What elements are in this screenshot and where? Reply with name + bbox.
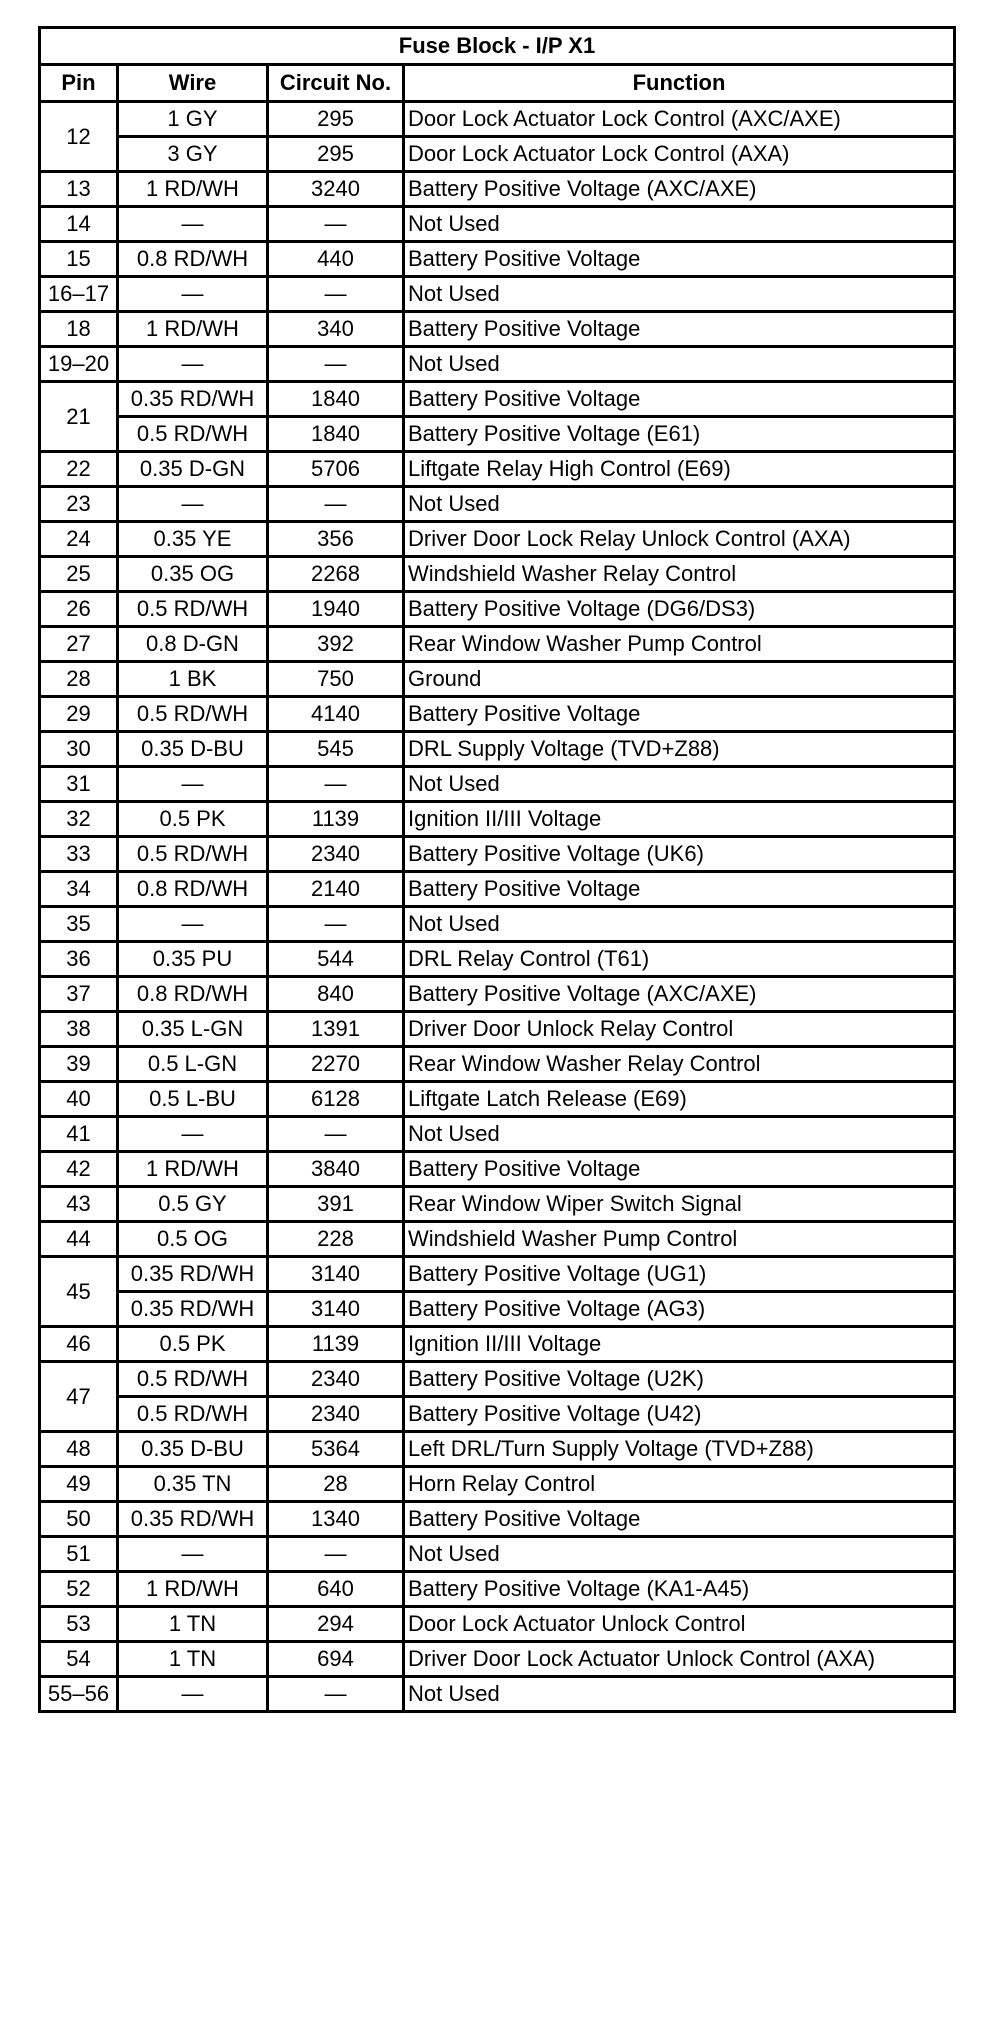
- function-cell: Driver Door Lock Actuator Unlock Control (AXA): [404, 1642, 955, 1677]
- function-cell: Battery Positive Voltage (UG1): [404, 1257, 955, 1292]
- table-row: [40, 1642, 955, 1677]
- function-cell: Not Used: [404, 1117, 955, 1152]
- circuit-cell: 640: [268, 1572, 404, 1607]
- wire-cell: 0.35 D-BU: [118, 1432, 268, 1467]
- wire-cell: 0.5 RD/WH: [118, 837, 268, 872]
- table-row: [40, 1012, 955, 1047]
- wire-cell: 1 RD/WH: [118, 312, 268, 347]
- wire-cell: 0.5 PK: [118, 802, 268, 837]
- pin-cell: 48: [40, 1432, 118, 1467]
- wire-cell: 0.35 YE: [118, 522, 268, 557]
- table-row: [40, 1432, 955, 1467]
- pin-cell: 28: [40, 662, 118, 697]
- pin-cell: 21: [40, 382, 118, 452]
- circuit-cell: 5706: [268, 452, 404, 487]
- function-cell: Ignition II/III Voltage: [404, 1327, 955, 1362]
- wire-cell: 0.5 RD/WH: [118, 697, 268, 732]
- wire-cell: 0.5 PK: [118, 1327, 268, 1362]
- header-pin: Pin: [40, 65, 118, 102]
- pin-cell: 55–56: [40, 1677, 118, 1712]
- pin-cell: 54: [40, 1642, 118, 1677]
- pin-cell: 19–20: [40, 347, 118, 382]
- circuit-cell: 294: [268, 1607, 404, 1642]
- function-cell: Not Used: [404, 207, 955, 242]
- circuit-cell: 1391: [268, 1012, 404, 1047]
- function-cell: Windshield Washer Pump Control: [404, 1222, 955, 1257]
- header-wire: Wire: [118, 65, 268, 102]
- circuit-cell: 440: [268, 242, 404, 277]
- function-cell: Not Used: [404, 277, 955, 312]
- function-cell: Ground: [404, 662, 955, 697]
- circuit-cell: 1940: [268, 592, 404, 627]
- circuit-cell: 694: [268, 1642, 404, 1677]
- wire-cell: —: [118, 1677, 268, 1712]
- function-cell: Battery Positive Voltage: [404, 1502, 955, 1537]
- table-row: [40, 942, 955, 977]
- function-cell: Not Used: [404, 907, 955, 942]
- function-cell: Door Lock Actuator Lock Control (AXC/AXE): [404, 102, 955, 137]
- function-cell: Battery Positive Voltage (U2K): [404, 1362, 955, 1397]
- circuit-cell: 2270: [268, 1047, 404, 1082]
- table-row: [40, 592, 955, 627]
- wire-cell: 0.35 RD/WH: [118, 382, 268, 417]
- function-cell: DRL Supply Voltage (TVD+Z88): [404, 732, 955, 767]
- circuit-cell: —: [268, 347, 404, 382]
- wire-cell: 0.35 OG: [118, 557, 268, 592]
- pin-cell: 37: [40, 977, 118, 1012]
- function-cell: Battery Positive Voltage: [404, 697, 955, 732]
- function-cell: Door Lock Actuator Lock Control (AXA): [404, 137, 955, 172]
- pin-cell: 18: [40, 312, 118, 347]
- function-cell: Battery Positive Voltage (UK6): [404, 837, 955, 872]
- header-circuit: Circuit No.: [268, 65, 404, 102]
- function-cell: Battery Positive Voltage: [404, 312, 955, 347]
- wire-cell: —: [118, 277, 268, 312]
- wire-cell: 0.35 TN: [118, 1467, 268, 1502]
- function-cell: Rear Window Washer Relay Control: [404, 1047, 955, 1082]
- wire-cell: 1 TN: [118, 1642, 268, 1677]
- wire-cell: —: [118, 347, 268, 382]
- table-row: [40, 1117, 955, 1152]
- table-row: [40, 347, 955, 382]
- function-cell: Rear Window Washer Pump Control: [404, 627, 955, 662]
- pin-cell: 41: [40, 1117, 118, 1152]
- function-cell: Battery Positive Voltage (AXC/AXE): [404, 172, 955, 207]
- function-cell: DRL Relay Control (T61): [404, 942, 955, 977]
- wire-cell: 1 RD/WH: [118, 172, 268, 207]
- circuit-cell: 3140: [268, 1292, 404, 1327]
- pin-cell: 29: [40, 697, 118, 732]
- table-row: [40, 102, 955, 137]
- wire-cell: 0.35 D-BU: [118, 732, 268, 767]
- pin-cell: 30: [40, 732, 118, 767]
- wire-cell: 0.5 RD/WH: [118, 417, 268, 452]
- circuit-cell: —: [268, 1677, 404, 1712]
- pin-cell: 24: [40, 522, 118, 557]
- function-cell: Liftgate Relay High Control (E69): [404, 452, 955, 487]
- table-row: [40, 1257, 955, 1292]
- wire-cell: 0.5 RD/WH: [118, 1397, 268, 1432]
- circuit-cell: —: [268, 1117, 404, 1152]
- wire-cell: 0.35 L-GN: [118, 1012, 268, 1047]
- pin-cell: 40: [40, 1082, 118, 1117]
- pin-cell: 25: [40, 557, 118, 592]
- function-cell: Door Lock Actuator Unlock Control: [404, 1607, 955, 1642]
- table-row: [40, 1222, 955, 1257]
- circuit-cell: 2340: [268, 1397, 404, 1432]
- wire-cell: —: [118, 207, 268, 242]
- wire-cell: —: [118, 1537, 268, 1572]
- circuit-cell: 544: [268, 942, 404, 977]
- pin-cell: 52: [40, 1572, 118, 1607]
- table-row: [40, 452, 955, 487]
- pin-cell: 49: [40, 1467, 118, 1502]
- circuit-cell: —: [268, 207, 404, 242]
- wire-cell: —: [118, 907, 268, 942]
- pin-cell: 12: [40, 102, 118, 172]
- wire-cell: 3 GY: [118, 137, 268, 172]
- table-row: [40, 732, 955, 767]
- table-row: [40, 802, 955, 837]
- circuit-cell: 391: [268, 1187, 404, 1222]
- function-cell: Driver Door Unlock Relay Control: [404, 1012, 955, 1047]
- table-row: [40, 977, 955, 1012]
- function-cell: Rear Window Wiper Switch Signal: [404, 1187, 955, 1222]
- circuit-cell: —: [268, 487, 404, 522]
- circuit-cell: 2140: [268, 872, 404, 907]
- circuit-cell: 1840: [268, 382, 404, 417]
- circuit-cell: 1139: [268, 802, 404, 837]
- pin-cell: 32: [40, 802, 118, 837]
- table-row: [40, 1082, 955, 1117]
- table-row: [40, 1047, 955, 1082]
- function-cell: Battery Positive Voltage (KA1-A45): [404, 1572, 955, 1607]
- table-row: [40, 697, 955, 732]
- wire-cell: 0.5 OG: [118, 1222, 268, 1257]
- wire-cell: 0.8 D-GN: [118, 627, 268, 662]
- function-cell: Liftgate Latch Release (E69): [404, 1082, 955, 1117]
- wire-cell: 0.5 GY: [118, 1187, 268, 1222]
- function-cell: Driver Door Lock Relay Unlock Control (AXA): [404, 522, 955, 557]
- pin-cell: 47: [40, 1362, 118, 1432]
- wire-cell: 0.5 RD/WH: [118, 592, 268, 627]
- wire-cell: 1 RD/WH: [118, 1152, 268, 1187]
- pin-cell: 46: [40, 1327, 118, 1362]
- wire-cell: 0.35 RD/WH: [118, 1292, 268, 1327]
- circuit-cell: 28: [268, 1467, 404, 1502]
- circuit-cell: 2340: [268, 837, 404, 872]
- pin-cell: 39: [40, 1047, 118, 1082]
- table-title: Fuse Block - I/P X1: [40, 28, 955, 65]
- function-cell: Battery Positive Voltage: [404, 242, 955, 277]
- circuit-cell: 1340: [268, 1502, 404, 1537]
- wire-cell: 0.35 D-GN: [118, 452, 268, 487]
- pin-cell: 26: [40, 592, 118, 627]
- circuit-cell: 392: [268, 627, 404, 662]
- table-row: [40, 487, 955, 522]
- wire-cell: 1 BK: [118, 662, 268, 697]
- function-cell: Windshield Washer Relay Control: [404, 557, 955, 592]
- pin-cell: 43: [40, 1187, 118, 1222]
- table-row: [40, 312, 955, 347]
- pin-cell: 34: [40, 872, 118, 907]
- circuit-cell: 2268: [268, 557, 404, 592]
- table-row: [40, 1362, 955, 1397]
- wire-cell: 0.35 PU: [118, 942, 268, 977]
- pin-cell: 44: [40, 1222, 118, 1257]
- circuit-cell: 2340: [268, 1362, 404, 1397]
- table-row: [40, 872, 955, 907]
- table-row: [40, 172, 955, 207]
- circuit-cell: 5364: [268, 1432, 404, 1467]
- wire-cell: —: [118, 767, 268, 802]
- table-row: [40, 522, 955, 557]
- circuit-cell: 3840: [268, 1152, 404, 1187]
- function-cell: Not Used: [404, 1537, 955, 1572]
- table-row: [40, 1327, 955, 1362]
- circuit-cell: —: [268, 1537, 404, 1572]
- circuit-cell: 4140: [268, 697, 404, 732]
- pin-cell: 31: [40, 767, 118, 802]
- circuit-cell: 340: [268, 312, 404, 347]
- table-row: [40, 382, 955, 417]
- function-cell: Not Used: [404, 347, 955, 382]
- function-cell: Not Used: [404, 767, 955, 802]
- wire-cell: —: [118, 1117, 268, 1152]
- table-row: [40, 1292, 955, 1327]
- circuit-cell: 6128: [268, 1082, 404, 1117]
- pinout-table: [38, 26, 956, 1713]
- table-row: [40, 627, 955, 662]
- function-cell: Ignition II/III Voltage: [404, 802, 955, 837]
- function-cell: Not Used: [404, 487, 955, 522]
- table-row: [40, 1502, 955, 1537]
- wire-cell: 0.35 RD/WH: [118, 1502, 268, 1537]
- table-body: [40, 102, 955, 1712]
- wire-cell: —: [118, 487, 268, 522]
- table-row: [40, 1677, 955, 1712]
- table-row: [40, 907, 955, 942]
- table-row: [40, 207, 955, 242]
- wire-cell: 0.5 L-GN: [118, 1047, 268, 1082]
- pin-cell: 22: [40, 452, 118, 487]
- function-cell: Horn Relay Control: [404, 1467, 955, 1502]
- circuit-cell: 3240: [268, 172, 404, 207]
- pin-cell: 16–17: [40, 277, 118, 312]
- circuit-cell: —: [268, 767, 404, 802]
- pin-cell: 13: [40, 172, 118, 207]
- pin-cell: 45: [40, 1257, 118, 1327]
- table-row: [40, 137, 955, 172]
- wire-cell: 1 GY: [118, 102, 268, 137]
- circuit-cell: 1139: [268, 1327, 404, 1362]
- function-cell: Battery Positive Voltage: [404, 382, 955, 417]
- table-row: [40, 1572, 955, 1607]
- pin-cell: 36: [40, 942, 118, 977]
- pin-cell: 14: [40, 207, 118, 242]
- circuit-cell: 545: [268, 732, 404, 767]
- wire-cell: 0.35 RD/WH: [118, 1257, 268, 1292]
- table-row: [40, 767, 955, 802]
- wire-cell: 0.5 RD/WH: [118, 1362, 268, 1397]
- wire-cell: 0.8 RD/WH: [118, 242, 268, 277]
- pin-cell: 15: [40, 242, 118, 277]
- table-row: [40, 662, 955, 697]
- pin-cell: 33: [40, 837, 118, 872]
- circuit-cell: —: [268, 277, 404, 312]
- table-row: [40, 1187, 955, 1222]
- function-cell: Battery Positive Voltage (AG3): [404, 1292, 955, 1327]
- table-row: [40, 1152, 955, 1187]
- table-row: [40, 1467, 955, 1502]
- pin-cell: 27: [40, 627, 118, 662]
- function-cell: Battery Positive Voltage: [404, 1152, 955, 1187]
- circuit-cell: 750: [268, 662, 404, 697]
- circuit-cell: —: [268, 907, 404, 942]
- pin-cell: 42: [40, 1152, 118, 1187]
- circuit-cell: 1840: [268, 417, 404, 452]
- function-cell: Battery Positive Voltage (U42): [404, 1397, 955, 1432]
- table-row: [40, 417, 955, 452]
- function-cell: Battery Positive Voltage (DG6/DS3): [404, 592, 955, 627]
- header-function: Function: [404, 65, 955, 102]
- function-cell: Not Used: [404, 1677, 955, 1712]
- wire-cell: 0.5 L-BU: [118, 1082, 268, 1117]
- function-cell: Battery Positive Voltage (AXC/AXE): [404, 977, 955, 1012]
- table-row: [40, 277, 955, 312]
- circuit-cell: 295: [268, 102, 404, 137]
- wire-cell: 1 TN: [118, 1607, 268, 1642]
- circuit-cell: 228: [268, 1222, 404, 1257]
- function-cell: Battery Positive Voltage (E61): [404, 417, 955, 452]
- circuit-cell: 295: [268, 137, 404, 172]
- wire-cell: 0.8 RD/WH: [118, 977, 268, 1012]
- pin-cell: 50: [40, 1502, 118, 1537]
- table-row: [40, 557, 955, 592]
- table-row: [40, 1397, 955, 1432]
- circuit-cell: 3140: [268, 1257, 404, 1292]
- table-row: [40, 837, 955, 872]
- table-row: [40, 1607, 955, 1642]
- pin-cell: 35: [40, 907, 118, 942]
- function-cell: Left DRL/Turn Supply Voltage (TVD+Z88): [404, 1432, 955, 1467]
- pin-cell: 51: [40, 1537, 118, 1572]
- circuit-cell: 840: [268, 977, 404, 1012]
- function-cell: Battery Positive Voltage: [404, 872, 955, 907]
- pin-cell: 38: [40, 1012, 118, 1047]
- pin-cell: 23: [40, 487, 118, 522]
- wire-cell: 1 RD/WH: [118, 1572, 268, 1607]
- circuit-cell: 356: [268, 522, 404, 557]
- table-row: [40, 242, 955, 277]
- pin-cell: 53: [40, 1607, 118, 1642]
- table-row: [40, 1537, 955, 1572]
- wire-cell: 0.8 RD/WH: [118, 872, 268, 907]
